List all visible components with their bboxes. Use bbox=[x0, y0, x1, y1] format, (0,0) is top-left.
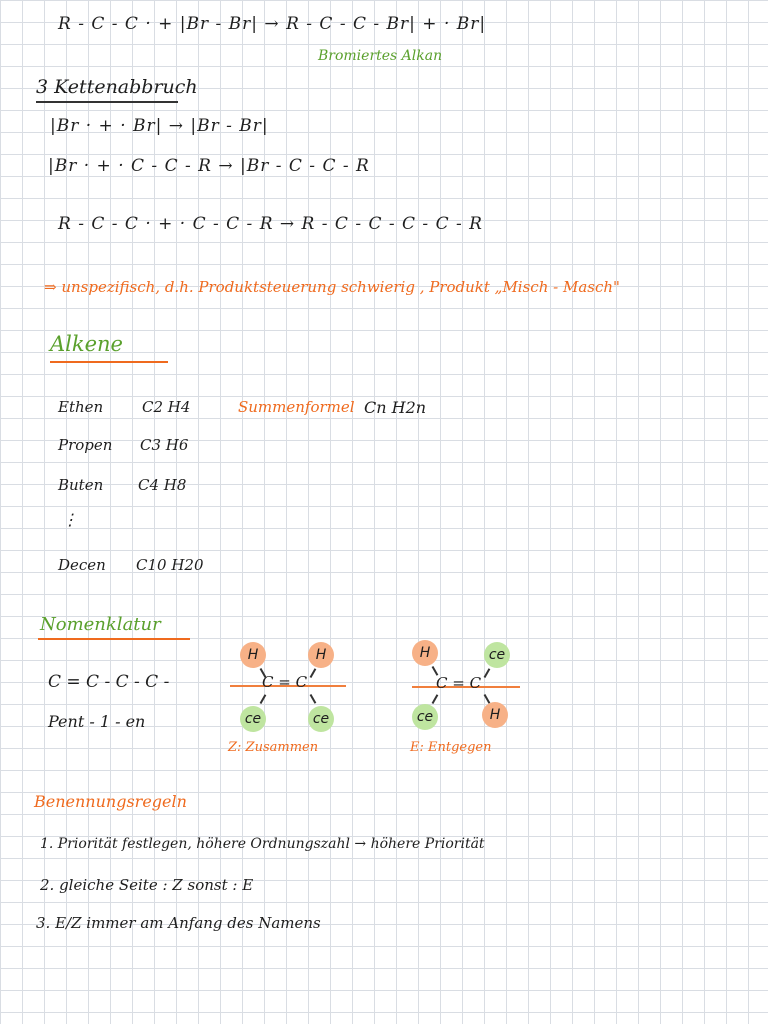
alkene-name: Ethen bbox=[58, 398, 104, 416]
e-label: E: Entgegen bbox=[410, 740, 492, 755]
reaction-line: |Br · + · Br| → |Br - Br| bbox=[50, 116, 269, 136]
section-heading-alkene: Alkene bbox=[50, 332, 123, 356]
atom-h: H bbox=[240, 642, 266, 668]
chain-formula: C = C - C - C - bbox=[48, 672, 170, 692]
alkene-formula: C4 H8 bbox=[138, 476, 187, 494]
alkene-name: Propen bbox=[58, 436, 113, 454]
atom-h: H bbox=[308, 642, 334, 668]
reaction-line: R - C - C · + · C - C - R → R - C - C - C - C - R bbox=[58, 214, 483, 234]
double-bond: C = C bbox=[436, 674, 482, 692]
compound-name: Pent - 1 - en bbox=[48, 712, 146, 731]
atom-ce: ce bbox=[240, 706, 266, 732]
rule-item: 2. gleiche Seite : Z sonst : E bbox=[40, 876, 254, 894]
double-bond: C = C bbox=[262, 673, 308, 691]
rule-item: 3. E/Z immer am Anfang des Namens bbox=[36, 914, 321, 932]
rule-item: 1. Priorität festlegen, höhere Ordnungszahl → höhere Priorität bbox=[40, 836, 485, 852]
atom-ce: ce bbox=[484, 642, 510, 668]
summenformel: Cn H2n bbox=[364, 398, 427, 417]
atom-h: H bbox=[412, 640, 438, 666]
alkene-formula: C10 H20 bbox=[136, 556, 204, 574]
reaction-line-top: R - C - C · + |Br - Br| → R - C - C - Br| + · Br| bbox=[58, 14, 487, 34]
summenformel-label: Summenformel bbox=[238, 398, 355, 416]
alkene-formula: C2 H4 bbox=[142, 398, 191, 416]
alkene-name: Buten bbox=[58, 476, 104, 494]
heading-underline bbox=[36, 101, 178, 103]
conclusion-text: ⇒ unspezifisch, d.h. Produktsteuerung schwierig , Produkt „Misch - Masch" bbox=[44, 278, 620, 296]
heading-underline bbox=[38, 638, 190, 640]
heading-underline bbox=[50, 361, 168, 363]
z-label: Z: Zusammen bbox=[228, 740, 319, 755]
section-heading-benennungsregeln: Benennungsregeln bbox=[34, 792, 187, 811]
ellipsis: ⋮ bbox=[62, 510, 78, 529]
atom-h: H bbox=[482, 702, 508, 728]
section-heading-nomenklatur: Nomenklatur bbox=[40, 614, 161, 635]
reaction-line: |Br · + · C - C - R → |Br - C - C - R bbox=[48, 156, 370, 176]
atom-ce: ce bbox=[412, 704, 438, 730]
atom-ce: ce bbox=[308, 706, 334, 732]
product-label: Bromiertes Alkan bbox=[318, 48, 443, 64]
alkene-name: Decen bbox=[58, 556, 106, 574]
alkene-formula: C3 H6 bbox=[140, 436, 189, 454]
section-heading-kettenabbruch: 3 Kettenabbruch bbox=[36, 76, 198, 98]
